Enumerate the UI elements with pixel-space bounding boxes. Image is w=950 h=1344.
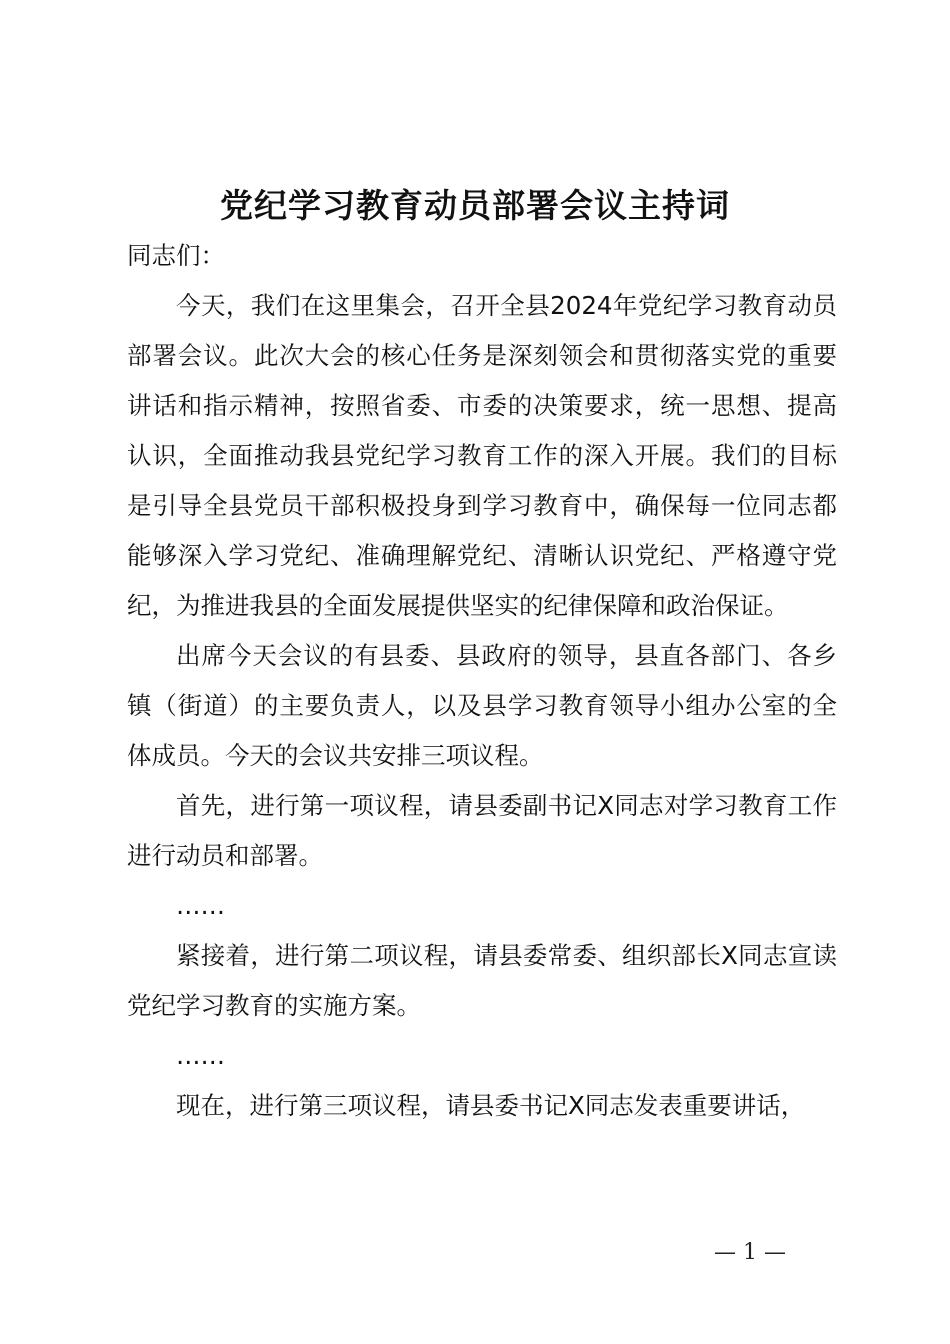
paragraph-ellipsis: ……: [176, 1041, 225, 1070]
document-title: 党纪学习教育动员部署会议主持词: [220, 186, 730, 225]
paragraph-opening: 今天，我们在这里集会，召开全县2024年党纪学习教育动员部署会议。此次大会的核心任务是深刻领会和贯彻落实党的重要讲话和指示精神，按照省委、市委的决策要求，统一思想、提高认识，全面推动我县党纪学习教育工作的深入开展。我们的目标是引导全县党员干部积极投身到学习教育中，确保每一位同志都能够深入学习党纪、准确理解党纪、清晰认识党纪、严格遵守党纪，为推进我县的全面发展提供坚实的纪律保障和政治保证。: [127, 291, 837, 620]
paragraph-agenda-third: 现在，进行第三项议程，请县委书记X同志发表重要讲话，: [176, 1091, 806, 1120]
document-body: [127, 231, 837, 1131]
page-number: — 1 —: [714, 1240, 786, 1265]
salutation: 同志们：: [127, 241, 225, 270]
paragraph-ellipsis: ……: [176, 891, 225, 920]
paragraph-agenda-first: 首先，进行第一项议程，请县委副书记X同志对学习教育工作进行动员和部署。: [127, 791, 837, 870]
paragraph-agenda-second: 紧接着，进行第二项议程，请县委常委、组织部长X同志宣读党纪学习教育的实施方案。: [127, 941, 837, 1020]
paragraph-attendees: 出席今天会议的有县委、县政府的领导，县直各部门、各乡镇（街道）的主要负责人，以及县学习教育领导小组办公室的全体成员。今天的会议共安排三项议程。: [127, 641, 837, 770]
